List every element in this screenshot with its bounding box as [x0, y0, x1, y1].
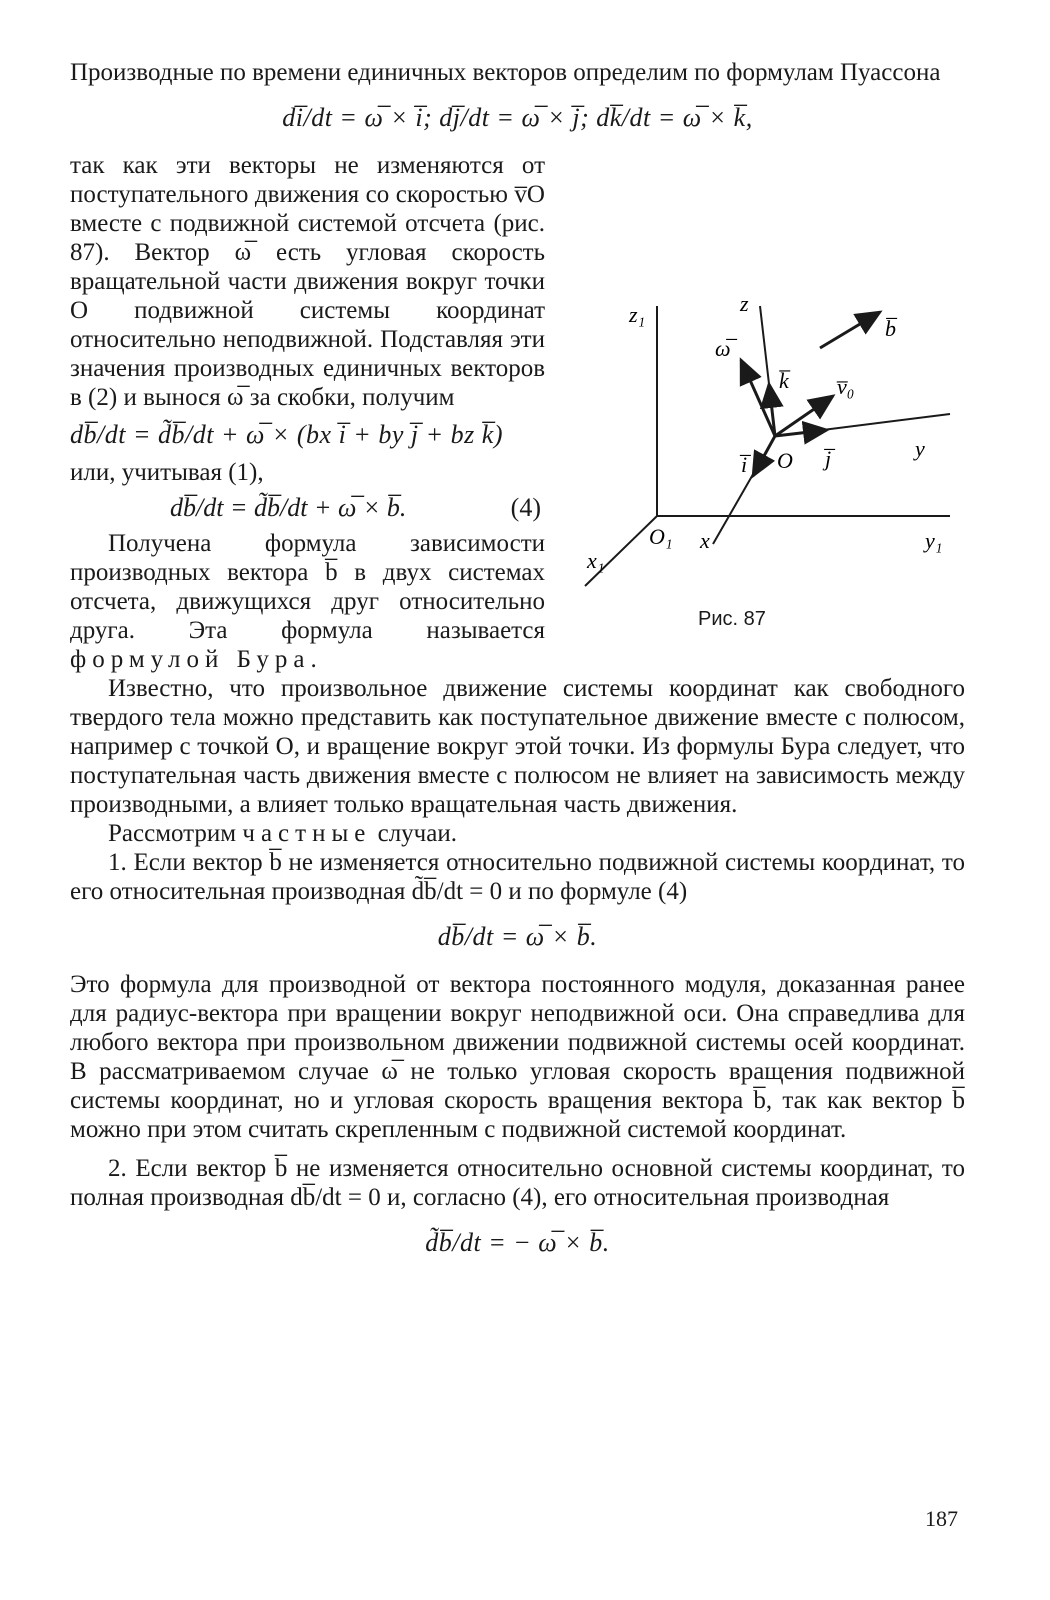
page-number: 187 — [925, 1506, 958, 1531]
label-omega: ω̅ — [715, 336, 731, 361]
label-j: j̅ — [825, 446, 832, 471]
label-v0: v̅₀ — [837, 374, 855, 399]
formula-case-1: db̅/dt = ω̅ × b̅. — [437, 922, 598, 951]
label-o1: O₁ — [649, 524, 673, 549]
formula-expanded: db̅/dt = d̃b̅/dt + ω̅ × (bx i̅ + by j̅ + bz k̅) — [70, 420, 503, 449]
para5-start: Рассмотрим — [108, 820, 243, 847]
equation-number: (4) — [510, 493, 541, 522]
formula-poisson: di̅/dt = ω̅ × i̅; dj̅/dt = ω̅ × j̅; dk̅/dt = ω̅ × k̅, — [282, 103, 753, 132]
term-special: частные — [242, 820, 372, 847]
paragraph-derivation: так как эти векторы не изменяются от поступательного движения со скоростью v̅O вместе с подвижной системой отсчета (рис. 87). Вектор ω̅ есть угловая скорость вращательной части движения вокруг точки O подвижной системы координат относительно неподвижной. Подставляя эти значения производных единичных векторов в (2) и вынося ω̅ за скобки, получим — [70, 152, 545, 411]
label-z: z — [740, 291, 749, 316]
paragraph-arbitrary-motion: Известно, что произвольное движение системы координат как свободного твердого тела можно представить как поступательное движение вместе с полюсом, например с точкой O, и вращение вокруг этой точки. Из формулы Бура следует, что поступательная часть движения вместе с полюсом не влияет на зависимость между производными, а влияет только вращательная часть движения. — [70, 675, 965, 818]
para3-start: Получена формула зависимости производных вектора b̅ в двух системах отсчета, движущихся друг относительно друга. Эта формула называется — [70, 530, 545, 644]
label-y1: y₁ — [925, 528, 943, 553]
paragraph-special-cases — [70, 819, 965, 848]
label-k: k̅ — [779, 368, 789, 393]
paragraph-case-2: 2. Если вектор b̅ не изменяется относительно основной системы координат, то полная производная db̅/dt = 0 и, согласно (4), его относительная производная — [70, 1155, 965, 1211]
figure-caption: Рис. 87 — [698, 608, 766, 630]
formula-case-2: d̃b̅/dt = − ω̅ × b̅. — [425, 1228, 610, 1257]
label-b: b̅ — [885, 316, 896, 341]
formula-bour-row — [70, 493, 545, 523]
para3-end: . — [310, 646, 317, 673]
label-i: i̅ — [741, 452, 748, 477]
vector-b — [820, 312, 880, 348]
label-x: x — [700, 528, 710, 553]
label-z1: z₁ — [629, 302, 646, 327]
term-bour-formula: формулой Бура — [70, 646, 311, 673]
paragraph-case-1: 1. Если вектор b̅ не изменяется относительно подвижной системы координат, то его относительная производная d̃b̅/dt = 0 и по формуле (4) — [70, 849, 965, 905]
figure-87 — [565, 286, 965, 646]
label-x1: x₁ — [587, 548, 605, 573]
label-y: y — [915, 436, 925, 461]
paragraph-intro: Производные по времени единичных векторов определим по формулам Пуассона — [70, 59, 941, 86]
figure-diagram — [565, 286, 965, 646]
vector-i — [753, 436, 775, 476]
text-or: или, учитывая (1), — [70, 459, 264, 486]
page-body — [70, 58, 965, 1276]
paragraph-constant-modulus: Это формула для производной от вектора постоянного модуля, доказанная ранее для радиус-вектора при вращении вокруг неподвижной оси. Она справедлива для любого вектора при произвольном движении подвижной системы осей координат. В рассматриваемом случае ω̅ не только угловая скорость вращения подвижной системы координат, но и угловая скорость вращения вектора b̅, так как вектор b̅ можно при этом считать скрепленным с подвижной системой координат. — [70, 971, 965, 1143]
formula-bour: db̅/dt = d̃b̅/dt + ω̅ × b̅. — [170, 493, 407, 522]
label-o: O — [777, 448, 793, 473]
para5-end: случаи. — [371, 820, 457, 847]
